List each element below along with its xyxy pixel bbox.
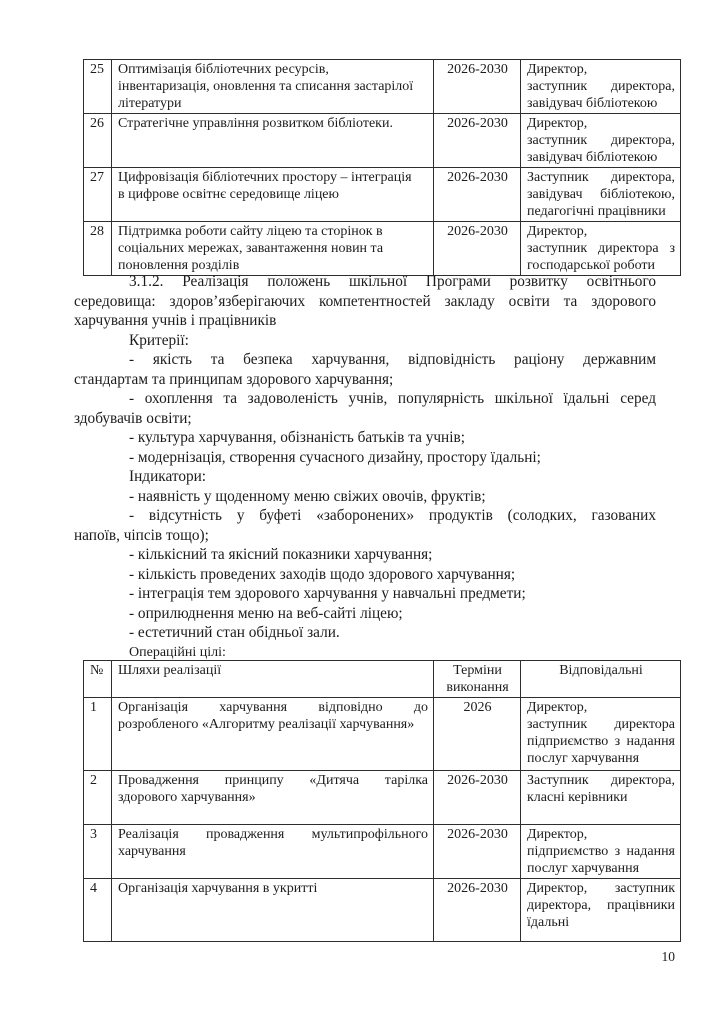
table-row (84, 222, 681, 276)
table-row (84, 114, 681, 168)
indicator-item: - наявність у щоденному меню свіжих овочів, фруктів; (129, 487, 486, 505)
responsible-cell: Директор, підприємство з надання послуг харчування (521, 825, 681, 879)
row-number-cell: 25 (84, 60, 112, 114)
row-number-cell: 28 (84, 222, 112, 276)
term-cell: 2026-2030 (434, 771, 521, 825)
section-3-1-2 (74, 272, 656, 661)
action-cell: Стратегічне управління розвитком бібліотеки. (112, 114, 434, 168)
ways-cell: Організація харчування в укритті (112, 879, 434, 942)
ways-cell: Організація харчування відповідно до розробленого «Алгоритму реалізації харчування» (112, 698, 434, 771)
indicator-item: - відсутність у буфеті «заборонених» продуктів (солодких, газованих напоїв, чіпсів тощо); (74, 507, 656, 544)
term-cell: 2026-2030 (434, 825, 521, 879)
indicator-item: - кількість проведених заходів щодо здорового харчування; (129, 565, 516, 583)
indicators-label: Індикатори: (129, 468, 207, 485)
responsible-cell: Директор, заступник директора, завідувач бібліотекою (521, 60, 681, 114)
indicator-item: - інтеграція тем здорового харчування у навчальні предмети; (129, 585, 526, 602)
responsible-cell: Директор, заступник директора підприємство з надання послуг харчування (521, 698, 681, 771)
responsible-cell: Директор, заступник директора, завідувач бібліотекою (521, 114, 681, 168)
table-row (84, 879, 681, 942)
ways-cell: Провадження принципу «Дитяча тарілка здорового харчування» (112, 771, 434, 825)
row-number-cell: 2 (84, 771, 112, 825)
action-cell: Оптимізація бібліотечних ресурсів, інвентаризація, оновлення та списання застарілої літератури (112, 60, 434, 114)
indicator-item: - кількісний та якісний показники харчування; (129, 546, 433, 563)
term-cell: 2026-2030 (434, 879, 521, 942)
responsible-cell: Директор, заступник директора з господарської роботи (521, 222, 681, 276)
table-row (84, 771, 681, 825)
row-number-cell: 3 (84, 825, 112, 879)
criteria-label: Критерії: (129, 331, 189, 349)
criteria-item: - культура харчування, обізнаність батьків та учнів; (129, 429, 465, 446)
header-number-cell: № (84, 661, 112, 698)
responsible-cell: Заступник директора, класні керівники (521, 771, 681, 825)
table-row (84, 698, 681, 771)
criteria-item: - якість та безпека харчування, відповідність раціону державним стандартам та принципам здорового харчування; (74, 351, 656, 388)
criteria-item: - модернізація, створення сучасного дизайну, простору їдальні; (129, 448, 541, 466)
library-development-table (83, 59, 681, 276)
term-cell: 2026 (434, 698, 521, 771)
term-cell: 2026-2030 (434, 168, 521, 222)
indicator-item: - оприлюднення меню на веб-сайті ліцею; (129, 604, 403, 622)
table-row (84, 60, 681, 114)
responsible-cell: Директор, заступник директора, працівники їдальні (521, 879, 681, 942)
table-row (84, 825, 681, 879)
ways-cell: Реалізація провадження мультипрофільного харчування (112, 825, 434, 879)
header-term-cell: Терміни виконання (434, 661, 521, 698)
table-row (84, 168, 681, 222)
page-number: 10 (661, 949, 675, 964)
row-number-cell: 4 (84, 879, 112, 942)
header-responsible-cell: Відповідальні (521, 661, 681, 698)
indicator-item: - естетичний стан обідньої зали. (129, 624, 340, 641)
nutrition-goals-table (83, 660, 681, 942)
term-cell: 2026-2030 (434, 222, 521, 276)
term-cell: 2026-2030 (434, 114, 521, 168)
responsible-cell: Заступник директора, завідувач бібліотекою, педагогічні працівники (521, 168, 681, 222)
action-cell: Підтримка роботи сайту ліцею та сторінок в соціальних мережах, завантаження новин та поновлення розділів (112, 222, 434, 276)
header-ways-cell: Шляхи реалізації (112, 661, 434, 698)
operational-goals-label: Операційні цілі: (129, 644, 226, 660)
action-cell: Цифровізація бібліотечних простору – інтеграція в цифрове освітнє середовище ліцею (112, 168, 434, 222)
table-header-row (84, 661, 681, 698)
row-number-cell: 26 (84, 114, 112, 168)
row-number-cell: 27 (84, 168, 112, 222)
criteria-item: - охоплення та задоволеність учнів, популярність шкільної їдальні серед здобувачів освіти; (74, 390, 656, 427)
section-heading-paragraph: 3.1.2. Реалізація положень шкільної Програми розвитку освітнього середовища: здоров’язберігаючих компетентностей закладу освіти та здорового харчування учнів і працівників (74, 273, 656, 329)
term-cell: 2026-2030 (434, 60, 521, 114)
row-number-cell: 1 (84, 698, 112, 771)
